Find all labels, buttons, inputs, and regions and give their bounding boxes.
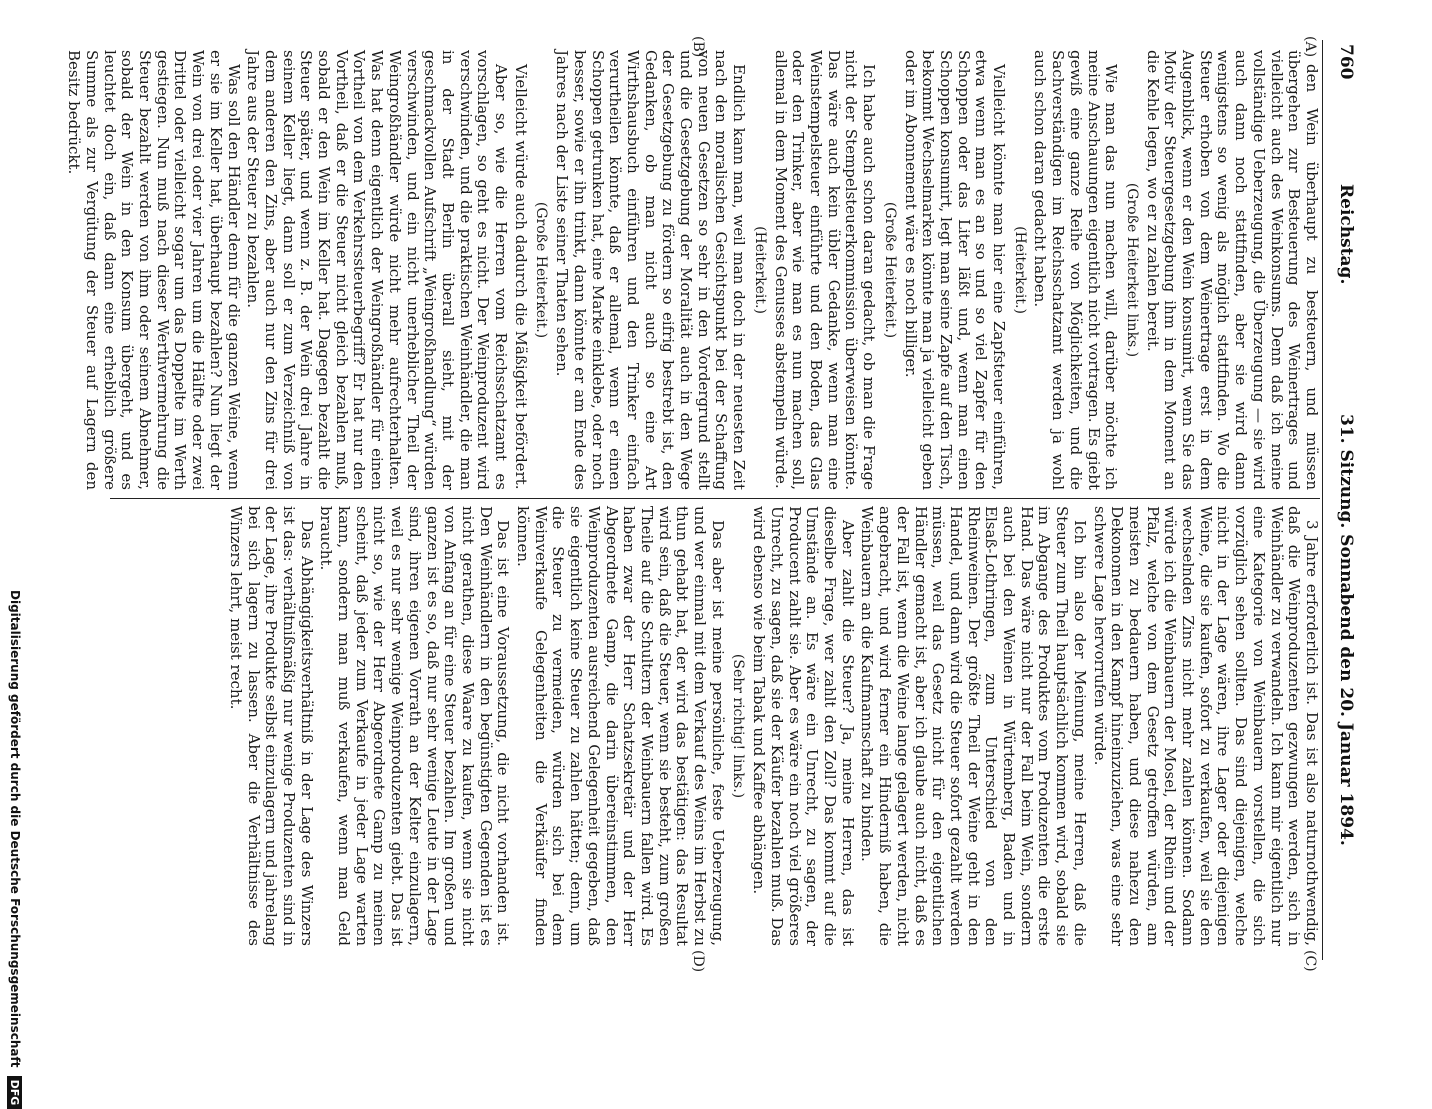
right-paragraph: 3 Jahre erforderlich ist. Das ist also naturnothwendig, daß die Weinproduzenten gezwungen werden, sich in Weinhändler zu verwandeln. Ich kann mir eigentlich nur eine Kategorie von Weinbauern vorstellen, die sich vorzüglich sehen sollten. Das sind diejenigen, welche nicht in der Lage wären, ihre Lager oder diejenigen Weine, die sie kaufen, sofort zu verkaufen, weil sie den wechselnden Zins nicht mehr zahlen können. Sodann würde ich die Weinbauern der Mosel, der Rhein und der Pfalz, welche von dem Gesetz getroffen würden, am meisten zu bedauern haben, und diese nahezu den Dekonomen in den Kampf hineinzuziehen, was eine sehr schwere Lage hervorrufen würde. <box>1090 506 1321 946</box>
column-divider <box>110 498 1320 499</box>
right-paragraph: Das Abhängigkeitsverhältniß in der Lage des Winzers ist das: verhältnißmäßig nur wenige Produzenten sind in der Lage, ihre Produkte selbst einzulagern und jahrelang bei sich lagern zu lassen. Aber die Verhältnisse des Winzers lehrt, meist recht. <box>226 506 316 946</box>
right-paragraph: Ich bin also der Meinung, meine Herren, daß die Steuer zum Theil hauptsächlich kommen wird, sobald sie im Abgange des Produktes vom Produzenten die erste Hand. Das wäre nicht nur der Fall beim Wein, sondern auch bei den Weinen in Würtemberg, Baden und in Elsaß-Lothringen, zum Unterschied von den Rheinweinen. Der größte Theil der Weine geht in den Handel, und dann wird die Steuer sofort gezahlt werden müssen, weil das Gesetz nicht für den eigentlichen Händler gemacht ist, aber ich glaube auch nicht, daß es der Fall ist, wenn die Weine lange gelagert werden, nicht angebracht, und wird ferner ein Hinderniß haben, die Weinbauern an die Kaufmannschaft zu binden. <box>858 506 1089 946</box>
credit-text: Digitalisierung gefördert durch die Deutsche Forschungsgemeinschaft <box>8 590 22 1068</box>
header-title-left: Reichstag. <box>1336 184 1356 285</box>
left-column-body <box>65 50 1321 490</box>
page-header <box>1332 44 1358 944</box>
right-paragraph: Aber zahlt die Steuer? Ja, meine Herren, das ist dieselbe Frage, wer zahlt den Zoll? Das kommt auf die Umstände an. Es wäre ein Unrecht, zu sagen, der Producent zahlt sie. Aber es wäre ein noch viel größeres Unrecht, zu sagen, daß sie der Käufer bezahlen muß. Das wird ebenso wie beim Tabak und Kaffee abhängen. <box>750 506 857 946</box>
header-title-right: 31. Sitzung. Sonnabend den 20. Januar 1894. <box>1336 414 1356 846</box>
left-paragraph: (Heiterkeit.) <box>751 226 768 314</box>
left-paragraph: (Große Heiterkeit links.) <box>1123 182 1140 358</box>
left-paragraph: Ich habe auch schon daran gedacht, ob man die Frage nicht der Stempelsteuerkommission überweisen könnte. Das wäre auch kein übler Gedanke, wenn man eine Weinstempelsteuer einführte und den Boden, das Glas oder den Trinker, aber wie man es nun machen soll, allemal in dem Moment des Genusses abstempeln würde. <box>771 50 879 490</box>
right-paragraph: (Sehr richtig! links.) <box>730 653 747 799</box>
page-number: 760 <box>1336 44 1356 80</box>
left-paragraph: Was soll den Händler denn für die ganzen Weine, wenn er sie im Keller hat, überhaupt bezahlen? Nun liegt der Wein von drei oder vier Jahren um die Hälfte oder zwei Drittel oder vielleicht sogar um das Doppelte im Werth gestiegen. Nun muß nach dieser Werthvermehrung die Steuer bezahlt werden von ihm oder seinem Abnehmer, sobald der Wein in den Konsum übergeht, und es leuchtet doch ein, daß dann eine erheblich größere Summe als zur Vergütung der Steuer auf Lagern den Besitz bedrückt. <box>65 50 243 490</box>
left-paragraph: Vielleicht würde auch dadurch die Mäßigkeit befördert. <box>511 64 530 490</box>
left-paragraph: (Große Heiterkeit.) <box>881 201 898 339</box>
left-paragraph: Wie man das nun machen will, darüber möchte ich meine Anschauungen eigentlich nicht vortragen. Es giebt gewiß eine ganze Reihe von Möglichkeiten, und die Sachverständigen im Reichsschatzamt werden ja wohl auch schon daran gedacht haben. <box>1031 50 1121 490</box>
margin-mark-b: (B) <box>690 36 706 58</box>
right-paragraph: Das aber ist meine persönliche, feste Ueberzeugung, und wer einmal mit dem Verkauf des Weins im Herbst zu thun gehabt hat, der wird das bestätigen: das Resultat wird sein, daß die Steuer, wenn sie besteht, zum großen Theile auf die Schultern der Weinbauern fallen wird. Es haben zwar der Herr Schatzsekretär und der Herr Abgeordnete Gamp, die darin übereinstimmen, den Weinproduzenten ausreichend Gelegenheit gegeben, daß sie eigentlich keine Steuer zu zahlen hätten; denn, um die Steuer zu vermeiden, würden sich bei dem Weinverkaufe Gelegenheiten die Verkäufer finden können. <box>514 506 727 946</box>
left-paragraph: (Große Heiterkeit.) <box>533 201 550 339</box>
margin-mark-a: (A) <box>1302 36 1318 58</box>
left-paragraph: Vielleicht könnte man hier eine Zapfsteuer einführen, etwa wenn man es an so und so viel Zapfer für den Schoppen oder das Liter läßt und, wenn man einen Schoppen konsumirt, legt man seine Zapfe auf den Tisch, bekommt Wechselmarken könnte man ja vielleicht geben oder im Abonnement wäre es noch billiger. <box>901 50 1009 490</box>
right-column-body <box>120 506 1320 946</box>
right-column <box>120 506 1320 946</box>
margin-mark-d: (D) <box>690 950 706 973</box>
dfg-logo: DFG <box>7 1076 22 1109</box>
left-paragraph: (Heiterkeit.) <box>1011 226 1028 314</box>
left-column <box>65 50 1321 490</box>
header-rule <box>1322 40 1323 960</box>
left-paragraph: Endlich kann man, weil man doch in der neuesten Zeit nach den moralischen Gesichtspunkt bei der Schaffung von neuen Gesetzen so sehr in den Vordergrund stellt und die Gesetzgebung der Moralität auch in den Wege der Gesetzgebung zu fördern so eifrig bestrebt ist, den Gedanken, ob man nicht auch so eine Art Wirthshausbuch einführen und den Trinker einfach verurtheilen könnte, daß er allemal, wenn er einen Schoppen getrunken hat, eine Marke einklebe, oder noch besser, sowie er ihn trinkt, dann könnte er am Ende des Jahres nach der Liste seiner Thaten sehen. <box>553 50 749 490</box>
margin-mark-c: (C) <box>1302 950 1318 972</box>
left-paragraph: Aber so, wie die Herren vom Reichsschatzamt es vorschlagen, so geht es nicht. Der Weinproduzent wird verschwinden, und die praktischen Weinhändler, die man in der Stadt Berlin überall sieht, mit der geschmackvollen Aufschrift „Weingroßhandlung“ würden verschwinden, und ein nicht unerheblicher Theil der Weingroßhändler würde nicht mehr aufrechterhalten. Was hat denn eigentlich der Weingroßhändler für einen Vortheil von dem Verkehrssteuerbegriff? Er hat nur den Vortheil, daß er die Steuer nicht gleich bezahlen muß, sobald er den Wein im Keller hat. Dagegen bezahlt die Steuer später, und wenn z. B. der Wein drei Jahre in seinem Keller liegt, dann soll er zum Verzeichniß von dem anderen den Zins, aber auch nur den Zins für drei Jahre aus der Steuer zu bezahlen. <box>244 50 511 490</box>
right-paragraph: Das ist eine Voraussetzung, die nicht vorhanden ist. Den Weinhändlern in den begünstigten Gegenden ist es nicht gerathen, diese Waare zu kaufen, wenn sie nicht von Anfang an für eine Steuer bezahlen. Im großen und ganzen ist es so, daß nur sehr wenige Leute in der Lage sind, ihren eigenen Vorrath an der Kelter einzulagern, weil es nur sehr wenige Weinproduzenten giebt. Das ist nicht so, wie der Herr Abgeordnete Gamp zu meinen scheint, daß jeder zum Verkaufe in jeder Lage warten kann, sondern man muß verkaufen, wenn man Geld braucht. <box>317 506 513 946</box>
digitization-credit <box>7 590 22 1109</box>
left-paragraph: den Wein überhaupt zu besteuern, und müssen übergehen zur Besteuerung des Weinertrages und vielleicht auch des Weinkonsums. Denn daß ich meine vollständige Ueberzeugung, die Überzeugung — sie wird auch dann noch stattfinden, aber sie wird dann wenigstens so wenig als möglich stattfinden. Wo die Steuer erhoben von dem Weinertrage erst in dem Augenblick, wenn er den Wein konsumirt, wenn Sie das Motiv der Steuergesetzgebung ihm in dem Moment an die Kehle legen, wo er zu zahlen bereit. <box>1143 50 1321 490</box>
